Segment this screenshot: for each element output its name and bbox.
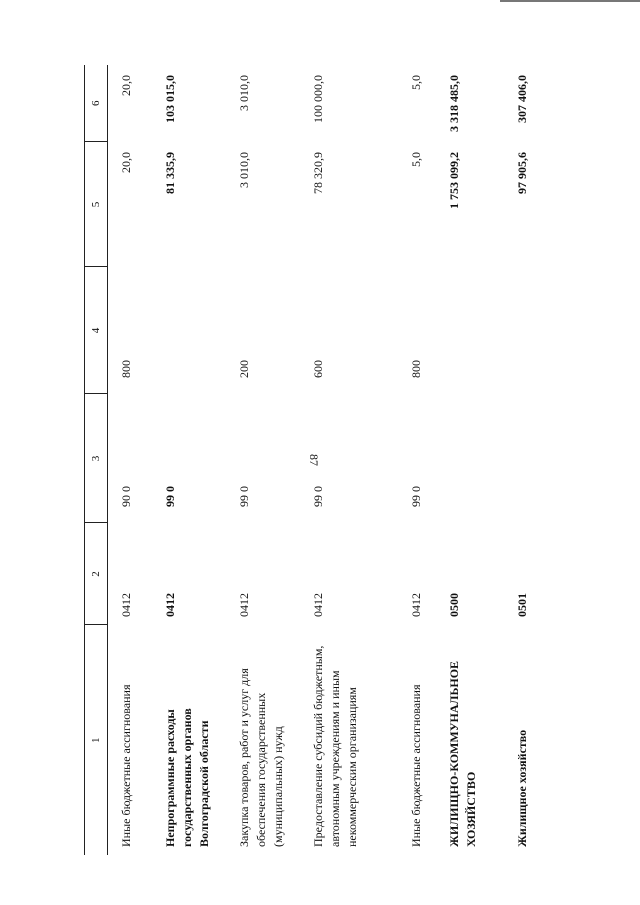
row-code: 0412 [162, 593, 177, 617]
rotated-page-content [84, 65, 624, 855]
row-name: Жилищное хозяйство [514, 729, 529, 847]
row-name: Иные бюджетные ассигнования [119, 684, 133, 847]
row-code: 0412 [310, 593, 325, 617]
row-value-5: 1 753 099,2 [446, 152, 461, 209]
table-row [108, 65, 152, 855]
row-name: ЖИЛИЩНО-КОММУНАЛЬНОЕ ХОЗЯЙСТВО [446, 660, 478, 847]
row-value-6: 20,0 [119, 75, 133, 96]
row-code: 0412 [236, 593, 251, 617]
row-code: 0501 [514, 593, 529, 617]
row-expense-type [504, 267, 544, 394]
row-name: Закупка товаров, работ и услуг для обеспечения государственных (муниципальных) нужд [236, 668, 285, 847]
row-code: 0500 [446, 593, 461, 617]
row-article: 99 0 [408, 486, 423, 507]
table-row [398, 65, 436, 855]
row-name: Иные бюджетные ассигнования [408, 684, 423, 847]
row-value-6: 307 406,0 [514, 75, 529, 123]
row-expense-type: 800 [408, 360, 423, 378]
row-value-5: 3 010,0 [236, 152, 251, 188]
row-name: Непрограммные расходы государственных органов Волгоградской области [162, 708, 211, 847]
budget-table [84, 65, 544, 855]
table-row [300, 65, 398, 855]
row-value-6: 100 000,0 [310, 75, 325, 123]
row-article: 99 0 [310, 486, 325, 507]
row-article: 90 0 [119, 486, 133, 507]
page-number: 87 [307, 454, 321, 466]
column-header: 5 [85, 142, 108, 267]
row-expense-type: 200 [236, 360, 251, 378]
table-row [436, 65, 504, 855]
row-article [436, 394, 504, 523]
row-article: 99 0 [162, 486, 177, 507]
table-row [226, 65, 300, 855]
row-code: 0412 [408, 593, 423, 617]
row-value-6: 3 318 485,0 [446, 75, 461, 132]
row-value-6: 103 015,0 [162, 75, 177, 123]
row-name: Предоставление субсидий бюджетным, автономным учреждениям и иным некоммерческим организациям [310, 645, 359, 847]
row-article: 99 0 [236, 486, 251, 507]
row-value-6: 5,0 [408, 75, 423, 90]
table-row [152, 65, 226, 855]
row-value-6: 3 010,0 [236, 75, 251, 111]
row-expense-type: 800 [119, 360, 133, 378]
column-header: 2 [85, 523, 108, 625]
row-expense-type: 600 [310, 360, 325, 378]
column-header: 4 [85, 267, 108, 394]
row-article [504, 394, 544, 523]
column-header: 6 [85, 65, 108, 142]
row-value-5: 97 905,6 [514, 152, 529, 194]
row-expense-type [436, 267, 504, 394]
table-row [504, 65, 544, 855]
header-row [85, 65, 108, 855]
row-value-5: 81 335,9 [162, 152, 177, 194]
row-code: 0412 [119, 593, 133, 617]
row-value-5: 20,0 [119, 152, 133, 173]
row-value-5: 5,0 [408, 152, 423, 167]
scan-edge-line [500, 0, 640, 2]
row-value-5: 78 320,9 [310, 152, 325, 194]
column-header: 1 [85, 625, 108, 855]
row-expense-type [152, 267, 226, 394]
column-header: 3 [85, 394, 108, 523]
